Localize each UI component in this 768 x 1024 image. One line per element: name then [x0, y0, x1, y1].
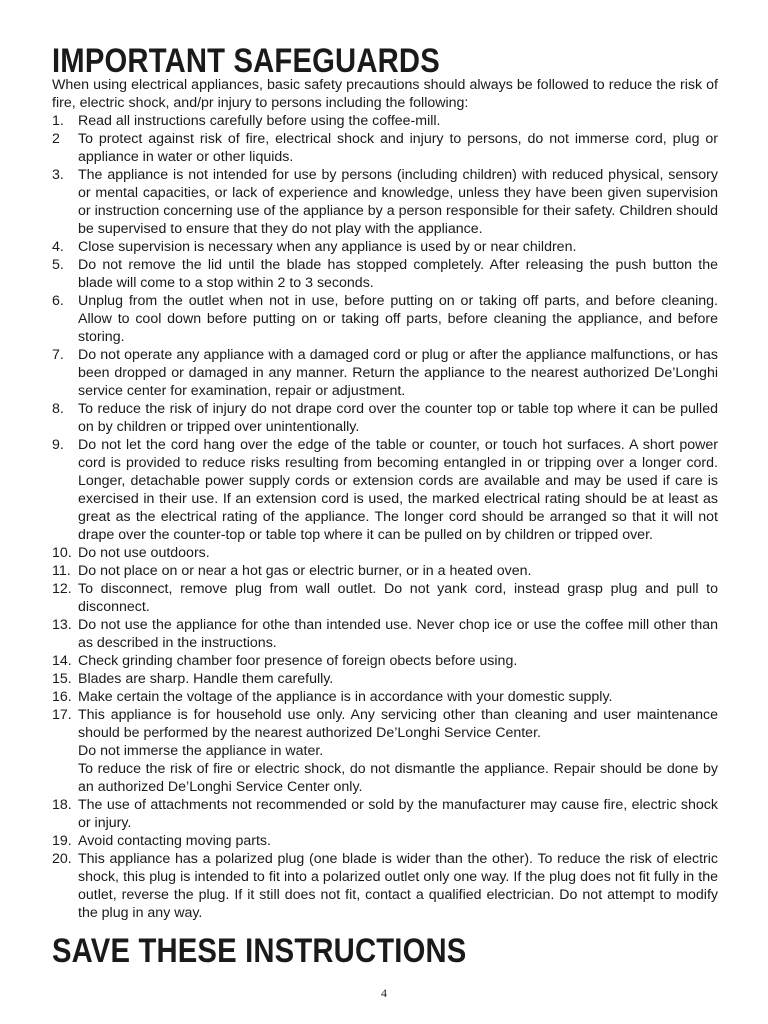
item-number: 15. [52, 671, 72, 687]
list-item [52, 544, 718, 562]
list-item [52, 796, 718, 832]
item-number: 20. [52, 851, 72, 867]
list-item [52, 670, 718, 688]
item-number: 3. [52, 167, 64, 183]
item-text: Read all instructions carefully before using the coffee-mill. [78, 113, 441, 129]
item-text: Make certain the voltage of the appliance is in accordance with your domestic supply. [78, 689, 613, 705]
list-item [52, 850, 718, 922]
list-item [52, 346, 718, 400]
list-item [52, 166, 718, 238]
item-text: The use of attachments not recommended or sold by the manufacturer may cause fire, electric shock or injury. [78, 797, 718, 831]
item-text: To disconnect, remove plug from wall outlet. Do not yank cord, instead grasp plug and pull to disconnect. [78, 581, 718, 615]
list-item [52, 436, 718, 544]
item-number: 13. [52, 617, 72, 633]
list-item [52, 616, 718, 652]
item-text: Check grinding chamber foor presence of foreign obects before using. [78, 653, 518, 669]
list-item [52, 832, 718, 850]
list-item [52, 652, 718, 670]
list-item [52, 238, 718, 256]
item-text: The appliance is not intended for use by persons (including children) with reduced physical, sensory or mental capacities, or lack of experience and knowledge, unless they have been given supervision or instruction concerning use of the appliance by a person responsible for their safety. Children should be supervised to ensure that they do not play with the appliance. [78, 167, 718, 237]
item-subtext: To reduce the risk of fire or electric shock, do not dismantle the appliance. Repair should be done by an authorized De’Longhi Service Center only. [78, 761, 718, 795]
list-item [52, 130, 718, 166]
safeguards-list [52, 112, 718, 922]
item-text: Do not remove the lid until the blade has stopped completely. After releasing the push button the blade will come to a stop within 2 to 3 seconds. [78, 257, 718, 291]
item-number: 9. [52, 437, 64, 453]
item-number: 18. [52, 797, 72, 813]
item-number: 6. [52, 293, 64, 309]
item-text: Close supervision is necessary when any appliance is used by or near children. [78, 239, 577, 255]
item-number: 19. [52, 833, 72, 849]
item-number: 5. [52, 257, 64, 273]
safeguards-page [52, 42, 718, 970]
page-number: 4 [381, 986, 387, 1000]
item-number: 16. [52, 689, 72, 705]
list-item [52, 688, 718, 706]
list-item [52, 292, 718, 346]
item-number: 11. [52, 563, 71, 579]
item-text: This appliance has a polarized plug (one blade is wider than the other). To reduce the risk of electric shock, this plug is intended to fit into a polarized outlet only one way. If the plug does not fit fully in the outlet, reverse the plug. If it still does not fit, contact a qualified electrician. Do not attempt to modify the plug in any way. [78, 851, 718, 921]
list-item [52, 400, 718, 436]
item-text: Blades are sharp. Handle them carefully. [78, 671, 334, 687]
item-number: 7. [52, 347, 64, 363]
list-item [52, 112, 718, 130]
intro-paragraph: When using electrical appliances, basic safety precautions should always be followed to reduce the risk of fire, electric shock, and/pr injury to persons including the following: [52, 77, 718, 111]
item-number: 17. [52, 707, 72, 723]
footer-title: SAVE THESE INSTRUCTIONS [52, 932, 467, 970]
item-text: This appliance is for household use only. Any servicing other than cleaning and user maintenance should be performed by the nearest authorized De’Longhi Service Center. [78, 707, 718, 741]
list-item [52, 706, 718, 796]
list-item [52, 256, 718, 292]
item-number: 4. [52, 239, 64, 255]
item-text: To protect against risk of fire, electrical shock and injury to persons, do not immerse cord, plug or appliance in water or other liquids. [78, 131, 718, 165]
item-text: Unplug from the outlet when not in use, before putting on or taking off parts, and before cleaning. Allow to cool down before putting on or taking off parts, before cleaning the appliance, and before storing. [78, 293, 718, 345]
item-number: 8. [52, 401, 64, 417]
list-item [52, 580, 718, 616]
page-title: IMPORTANT SAFEGUARDS [52, 42, 440, 80]
list-item [52, 562, 718, 580]
item-text: To reduce the risk of injury do not drape cord over the counter top or table top where it can be pulled on by children or tripped over unintentionally. [78, 401, 718, 435]
item-number: 12. [52, 581, 72, 597]
item-text: Do not use outdoors. [78, 545, 210, 561]
item-text: Do not let the cord hang over the edge of the table or counter, or touch hot surfaces. A short power cord is provided to reduce risks resulting from becoming entangled in or tripping over a longer cord. Longer, detachable power supply cords or extension cords are available and may be used if care is exercised in their use. If an extension cord is used, the marked electrical rating should be at least as great as the electrical rating of the appliance. The longer cord should be arranged so that it will not drape over the counter-top or table top where it can be pulled on by children or tripped over. [78, 437, 718, 543]
item-text: Do not place on or near a hot gas or electric burner, or in a heated oven. [78, 563, 532, 579]
item-number: 14. [52, 653, 72, 669]
item-number: 2 [52, 131, 60, 147]
item-text: Do not operate any appliance with a damaged cord or plug or after the appliance malfunctions, or has been dropped or damaged in any manner. Return the appliance to the nearest authorized De’Longhi service center for examination, repair or adjustment. [78, 347, 718, 399]
item-text: Do not use the appliance for othe than intended use. Never chop ice or use the coffee mill other than as described in the instructions. [78, 617, 718, 651]
item-text: Avoid contacting moving parts. [78, 833, 271, 849]
item-subtext: Do not immerse the appliance in water. [78, 743, 324, 759]
item-number: 1. [52, 113, 64, 129]
item-number: 10. [52, 545, 72, 561]
